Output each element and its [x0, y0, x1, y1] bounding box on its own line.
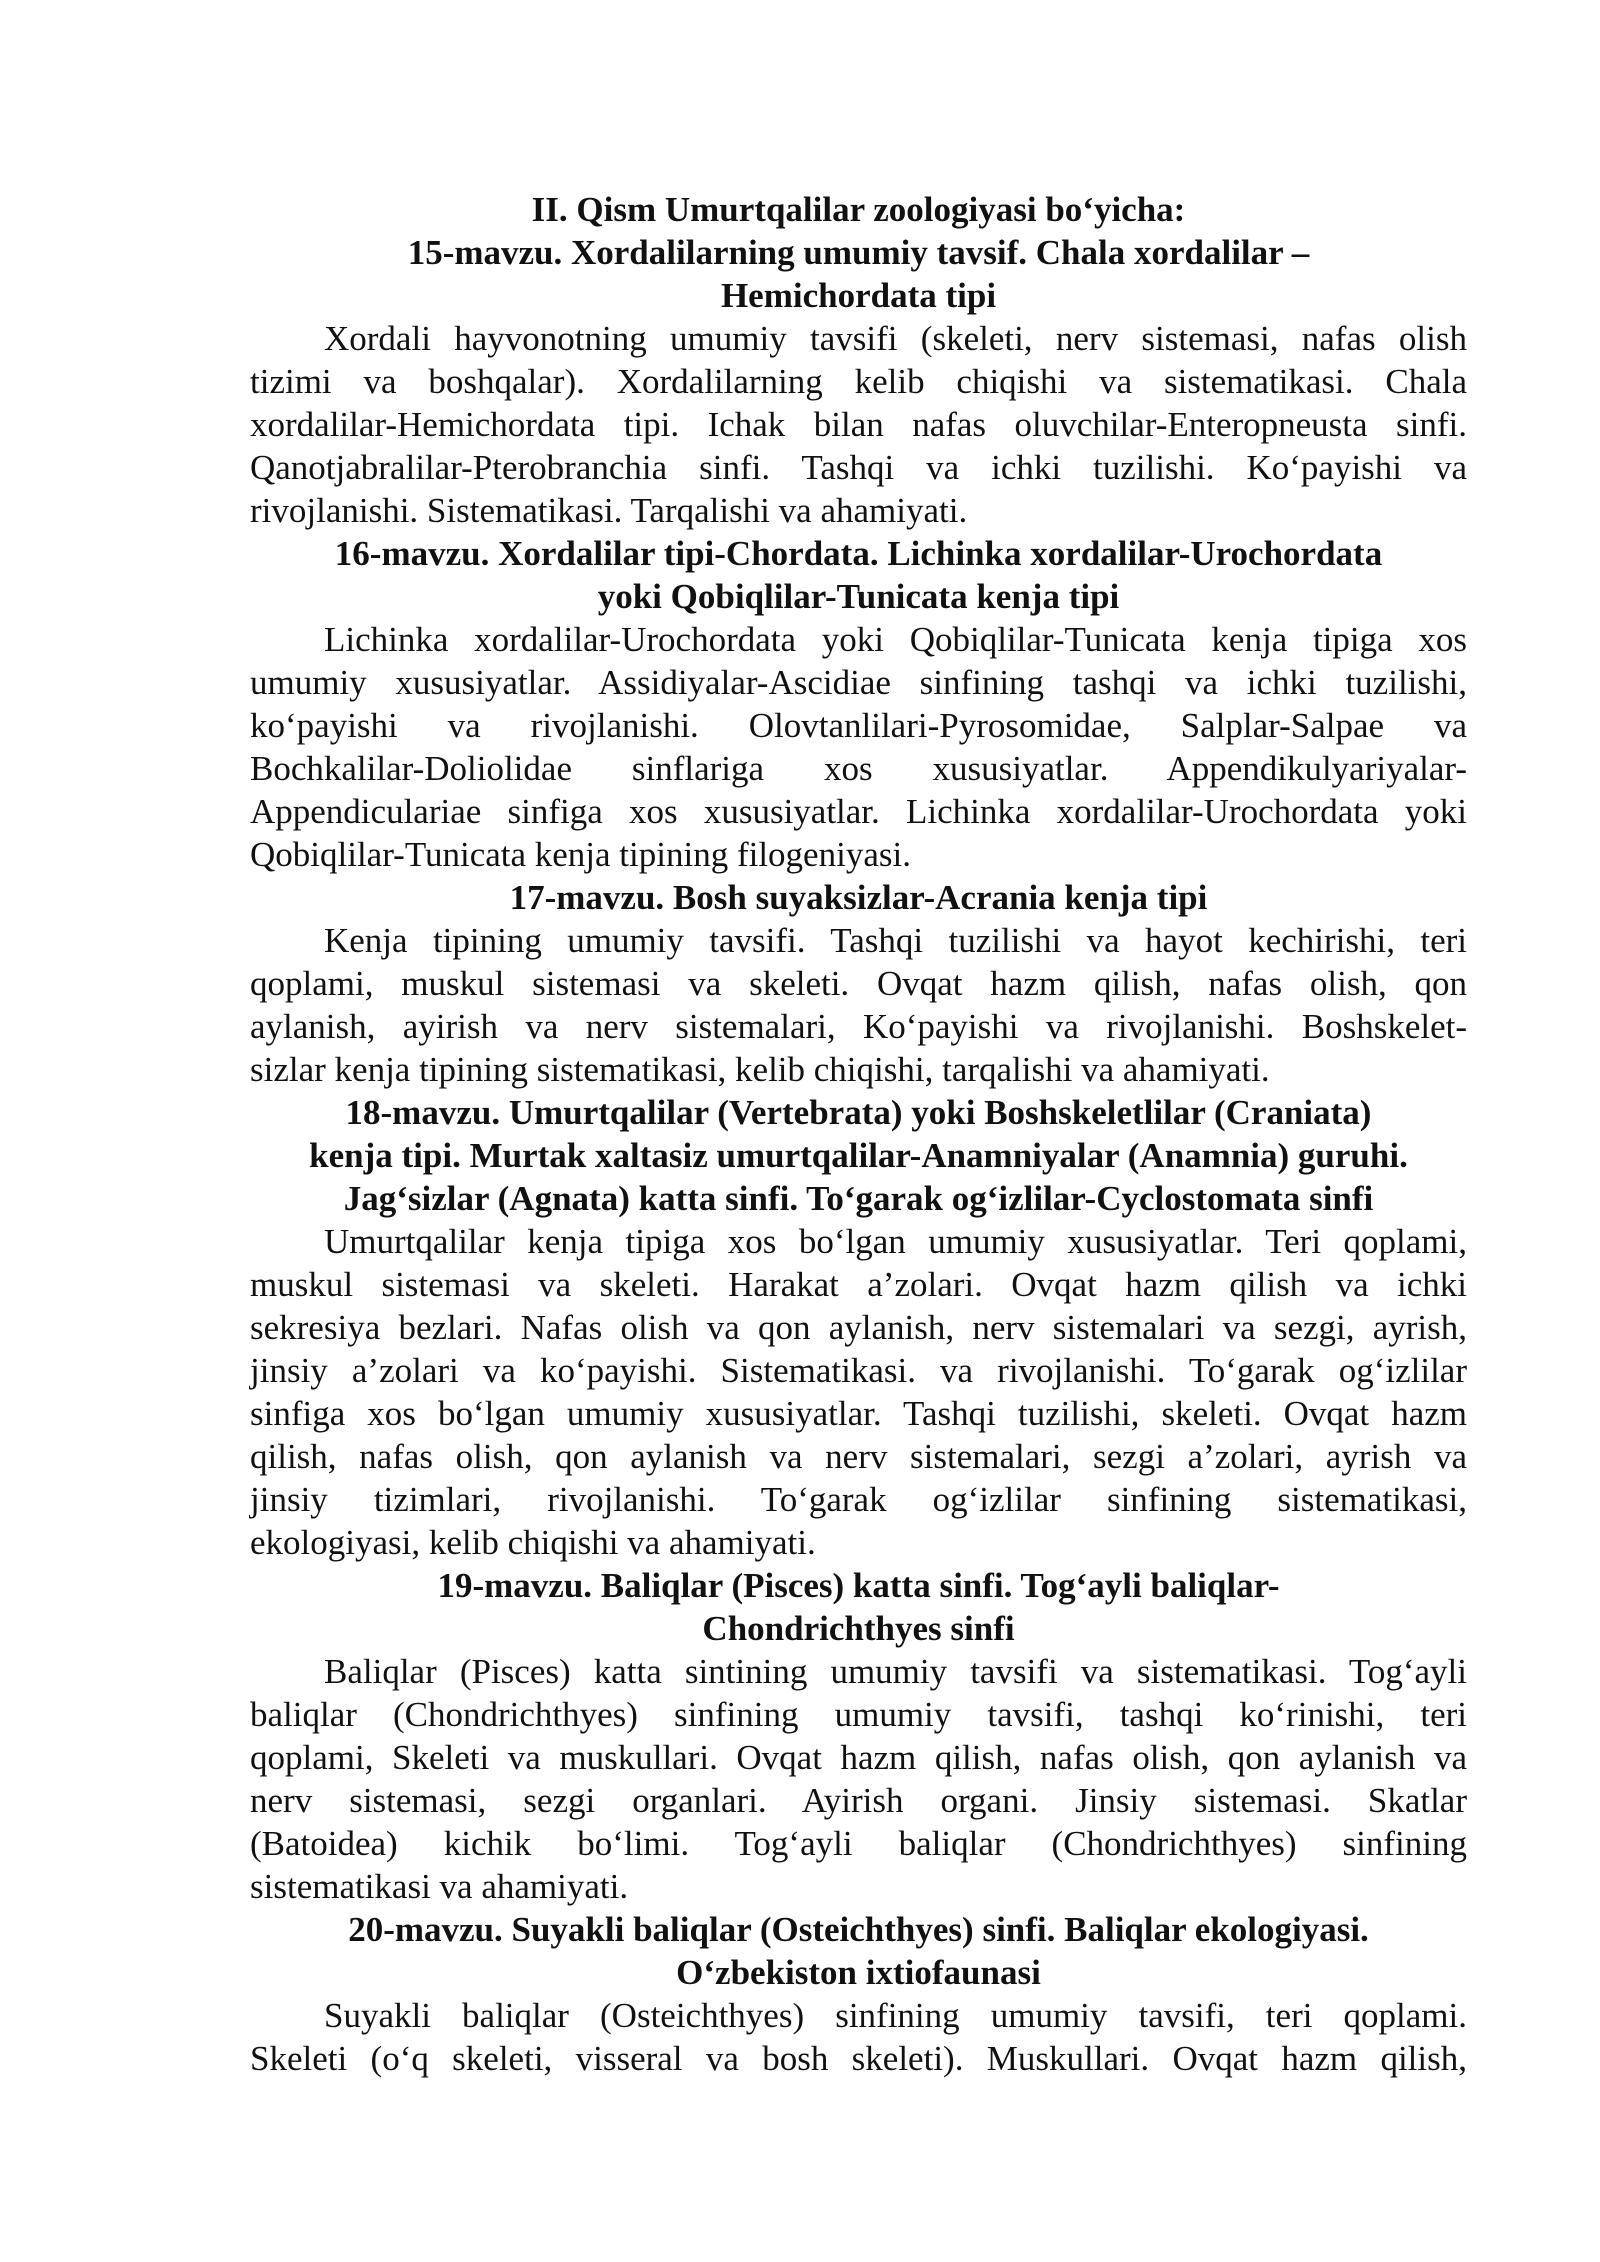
paragraph-line: Suyakli baliqlar (Osteichthyes) sinfining umumiy tavsifi, teri qoplami. [324, 1996, 1467, 2035]
section [250, 1564, 1467, 1908]
paragraph-line: sekresiya bezlari. Nafas olish va qon aylanish, nerv sistemalari va sezgi, ayrish, [250, 1308, 1467, 1347]
paragraph-line: sizlar kenja tipining sistematikasi, kelib chiqishi, tarqalishi va ahamiyati. [250, 1050, 1270, 1089]
paragraph-line: Baliqlar (Pisces) katta sintining umumiy tavsifi va sistematikasi. Tog‘ayli [324, 1652, 1467, 1691]
document-page [250, 188, 1467, 2080]
paragraph-line: Qanotjabralilar-Pterobranchia sinfi. Tashqi va ichki tuzilishi. Ko‘payishi va [250, 448, 1467, 487]
paragraph-line: ekologiyasi, kelib chiqishi va ahamiyati. [250, 1523, 816, 1562]
paragraph-line: sistematikasi va ahamiyati. [250, 1867, 629, 1906]
paragraph-line: Qobiqlilar-Tunicata kenja tipining filogeniyasi. [250, 835, 911, 874]
part-title: II. Qism Umurtqalilar zoologiyasi bo‘yicha: [531, 190, 1186, 229]
paragraph-line: qoplami, muskul sistemasi va skeleti. Ovqat hazm qilish, nafas olish, qon [250, 964, 1467, 1003]
paragraph-line: ko‘payishi va rivojlanishi. Olovtanlilari-Pyrosomidae, Salplar-Salpae va [250, 706, 1467, 745]
section-heading-line: Hemichordata tipi [720, 276, 997, 315]
paragraph-line: Kenja tipining umumiy tavsifi. Tashqi tuzilishi va hayot kechirishi, teri [324, 921, 1467, 960]
paragraph-line: nerv sistemasi, sezgi organlari. Ayirish organi. Jinsiy sistemasi. Skatlar [250, 1781, 1467, 1820]
section-heading-line: O‘zbekiston ixtiofaunasi [676, 1953, 1041, 1992]
section-heading-line: yoki Qobiqlilar-Tunicata kenja tipi [597, 577, 1120, 616]
section-heading-line: 20-mavzu. Suyakli baliqlar (Osteichthyes) sinfi. Baliqlar ekologiyasi. [348, 1910, 1369, 1949]
section-heading-line: Jag‘sizlar (Agnata) katta sinfi. To‘garak og‘izlilar-Cyclostomata sinfi [343, 1179, 1374, 1218]
paragraph-line: Xordali hayvonotning umumiy tavsifi (skeleti, nerv sistemasi, nafas olish [324, 319, 1467, 358]
section-heading-line: 16-mavzu. Xordalilar tipi-Chordata. Lichinka xordalilar-Urochordata [334, 534, 1383, 573]
section-heading-line: 18-mavzu. Umurtqalilar (Vertebrata) yoki Boshskeletlilar (Craniata) [345, 1093, 1372, 1132]
section [250, 876, 1467, 1091]
paragraph-line: qoplami, Skeleti va muskullari. Ovqat hazm qilish, nafas olish, qon aylanish va [250, 1738, 1467, 1777]
paragraph-line: muskul sistemasi va skeleti. Harakat a’zolari. Ovqat hazm qilish va ichki [250, 1265, 1467, 1304]
paragraph-line: aylanish, ayirish va nerv sistemalari, Ko‘payishi va rivojlanishi. Boshskelet- [250, 1007, 1467, 1046]
section-heading-line: 17-mavzu. Bosh suyaksizlar-Acrania kenja tipi [509, 878, 1208, 917]
paragraph-line: rivojlanishi. Sistematikasi. Tarqalishi va ahamiyati. [250, 491, 968, 530]
paragraph-line: Skeleti (o‘q skeleti, visseral va bosh skeleti). Muskullari. Ovqat hazm qilish, [250, 2039, 1467, 2078]
section [250, 1091, 1467, 1564]
section-heading-line: 19-mavzu. Baliqlar (Pisces) katta sinfi. Tog‘ayli baliqlar- [437, 1566, 1280, 1605]
paragraph-line: baliqlar (Chondrichthyes) sinfining umumiy tavsifi, tashqi ko‘rinishi, teri [250, 1695, 1467, 1734]
section [250, 1908, 1467, 2080]
paragraph-line: xordalilar-Hemichordata tipi. Ichak bilan nafas oluvchilar-Enteropneusta sinfi. [250, 405, 1467, 444]
section [250, 532, 1467, 876]
paragraph-line: jinsiy tizimlari, rivojlanishi. To‘garak og‘izlilar sinfining sistematikasi, [250, 1480, 1467, 1519]
paragraph-line: umumiy xususiyatlar. Assidiyalar-Ascidiae sinfining tashqi va ichki tuzilishi, [250, 663, 1467, 702]
paragraph-line: Bochkalilar-Doliolidae sinflariga xos xususiyatlar. Appendikulyariyalar- [250, 749, 1467, 788]
paragraph-line: Umurtqalilar kenja tipiga xos bo‘lgan umumiy xususiyatlar. Teri qoplami, [324, 1222, 1467, 1261]
section-heading-line: 15-mavzu. Xordalilarning umumiy tavsif. Chala xordalilar – [407, 233, 1310, 272]
paragraph-line: jinsiy a’zolari va ko‘payishi. Sistematikasi. va rivojlanishi. To‘garak og‘izlilar [250, 1351, 1467, 1390]
paragraph-line: qilish, nafas olish, qon aylanish va nerv sistemalari, sezgi a’zolari, ayrish va [250, 1437, 1467, 1476]
paragraph-line: (Batoidea) kichik bo‘limi. Tog‘ayli baliqlar (Chondrichthyes) sinfining [250, 1824, 1467, 1863]
sections-container [250, 231, 1467, 2080]
paragraph-line: tizimi va boshqalar). Xordalilarning kelib chiqishi va sistematikasi. Chala [250, 362, 1467, 401]
paragraph-line: Lichinka xordalilar-Urochordata yoki Qobiqlilar-Tunicata kenja tipiga xos [324, 620, 1467, 659]
section-heading-line: kenja tipi. Murtak xaltasiz umurtqalilar-Anamniyalar (Anamnia) guruhi. [309, 1136, 1408, 1175]
paragraph-line: Appendiculariae sinfiga xos xususiyatlar. Lichinka xordalilar-Urochordata yoki [250, 792, 1467, 831]
section [250, 231, 1467, 532]
section-heading-line: Chondrichthyes sinfi [702, 1609, 1015, 1648]
paragraph-line: sinfiga xos bo‘lgan umumiy xususiyatlar. Tashqi tuzilishi, skeleti. Ovqat hazm [250, 1394, 1467, 1433]
